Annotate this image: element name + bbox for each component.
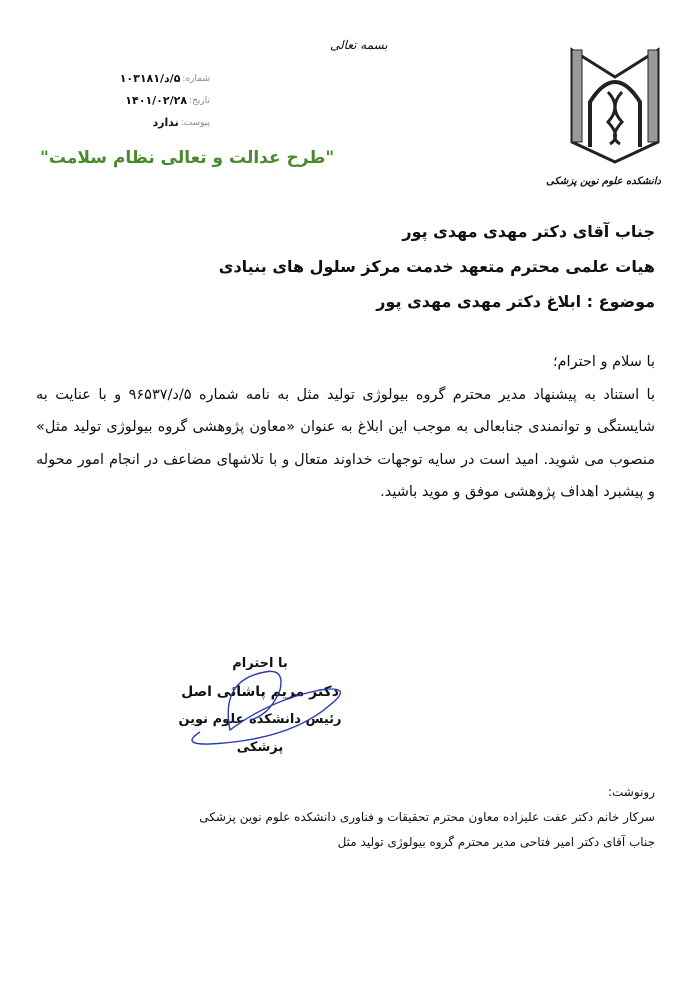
logo-emblem-icon	[560, 42, 670, 172]
body-paragraph: با استناد به پیشنهاد مدیر محترم گروه بیولوژی تولید مثل به نامه شماره ۵/د/۹۶۵۳۷ و با عنایت به شایستگی و توانمندی جنابعالی به موجب این ابلاغ به عنوان «معاون پژوهشی گروه بیولوژی تولید مثل» منصوب می شوید. امید است در سایه توجهات خداوند متعال و با تلاشهای مضاعف در انجام امور محوله و پیشبرد اهداف پژوهشی موفق و موید باشید.	[36, 386, 656, 500]
attachment-value: ندارد	[152, 116, 179, 129]
letter-meta	[70, 68, 210, 134]
logo-caption: دانشکده علوم نوین پزشکی	[546, 176, 661, 187]
signer-title: رئیس دانشکده علوم نوین پزشکی	[178, 712, 342, 755]
recipient-block	[219, 214, 655, 319]
bismillah-calligraphy: بسمه تعالی	[330, 38, 388, 52]
letter-date: ۱۴۰۱/۰۲/۲۸	[125, 94, 188, 107]
university-logo	[560, 42, 670, 176]
subject-line: موضوع : ابلاغ دکتر مهدی مهدی پور	[376, 292, 655, 311]
recipient-name: جناب آقای دکتر مهدی مهدی پور	[402, 222, 655, 241]
slogan: "طرح عدالت و تعالی نظام سلامت"	[40, 148, 335, 168]
date-label: تاریخ:	[189, 96, 210, 106]
signer-name: دکتر مریم پاشائی اصل	[181, 684, 339, 700]
recipient-position: هیات علمی محترم متعهد خدمت مرکز سلول های بنیادی	[218, 257, 655, 276]
closing: با احترام	[232, 656, 288, 671]
cc-block	[40, 780, 655, 855]
letter-number: ۵/د/۱۰۳۱۸۱	[119, 72, 181, 85]
handwritten-signature	[170, 660, 370, 750]
number-label: شماره:	[182, 74, 210, 84]
letter-body	[36, 346, 655, 509]
cc-label: رونوشت:	[607, 785, 655, 799]
cc-recipient-2: جناب آقای دکتر امیر فتاحی مدیر محترم گروه بیولوژی تولید مثل	[337, 835, 655, 849]
cc-recipient-1: سرکار خانم دکتر عفت علیزاده معاون محترم تحقیقات و فناوری دانشکده علوم نوین پزشکی	[199, 810, 655, 824]
greeting: با سلام و احترام؛	[552, 354, 655, 370]
attachment-label: پیوست:	[180, 118, 210, 128]
